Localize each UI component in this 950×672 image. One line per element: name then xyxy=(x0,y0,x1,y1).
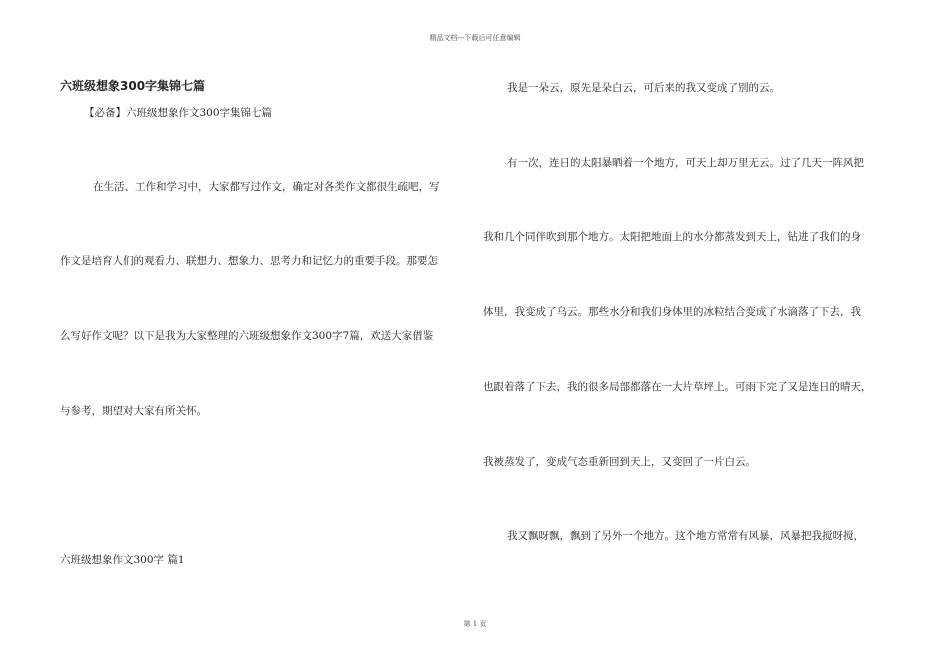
document-title: 六班级想象300字集锦七篇 xyxy=(60,79,206,93)
story-line-1: 我是一朵云，原先是朵白云，可后来的我又变成了别的云。 xyxy=(507,82,780,94)
intro-line-2: 作文是培育人们的观看力、联想力、想象力、思考力和记忆力的重要手段。那要怎 xyxy=(60,255,438,267)
story-line-6: 我被蒸发了，变成气态重新回到天上，又变回了一片白云。 xyxy=(483,456,756,468)
page-header: 精品文档---下载后可任意编辑 xyxy=(429,34,521,42)
intro-line-4: 与参考，期望对大家有所关怀。 xyxy=(60,405,207,417)
story-line-4: 体里，我变成了乌云。那些水分和我们身体里的冰粒结合变成了水滴落了下去，我 xyxy=(483,306,861,318)
page-number: 第 1 页 xyxy=(463,620,487,628)
section-heading: 六班级想象作文300字 篇1 xyxy=(60,554,185,566)
story-line-7: 我又飘呀飘，飘到了另外一个地方。这个地方常常有风暴，风暴把我搅呀搅， xyxy=(507,530,864,542)
story-line-2: 有一次，连日的太阳暴晒着一个地方，可天上却万里无云。过了几天一阵风把 xyxy=(507,157,864,169)
intro-line-3: 么写好作文呢？以下是我为大家整理的六班级想象作文300字7篇，欢送大家借鉴 xyxy=(60,330,434,342)
story-line-5: 也跟着落了下去，我的很多局部都落在一大片草坪上。可雨下完了又是连日的晴天， xyxy=(483,381,872,393)
story-line-3: 我和几个同伴吹到那个地方。太阳把地面上的水分都蒸发到天上，钻进了我们的身 xyxy=(483,231,861,243)
intro-line-1: 在生活、工作和学习中，大家都写过作文，确定对各类作文都很生疏吧，写 xyxy=(93,181,440,193)
document-subtitle: 【必备】六班级想象作文300字集锦七篇 xyxy=(84,107,273,119)
